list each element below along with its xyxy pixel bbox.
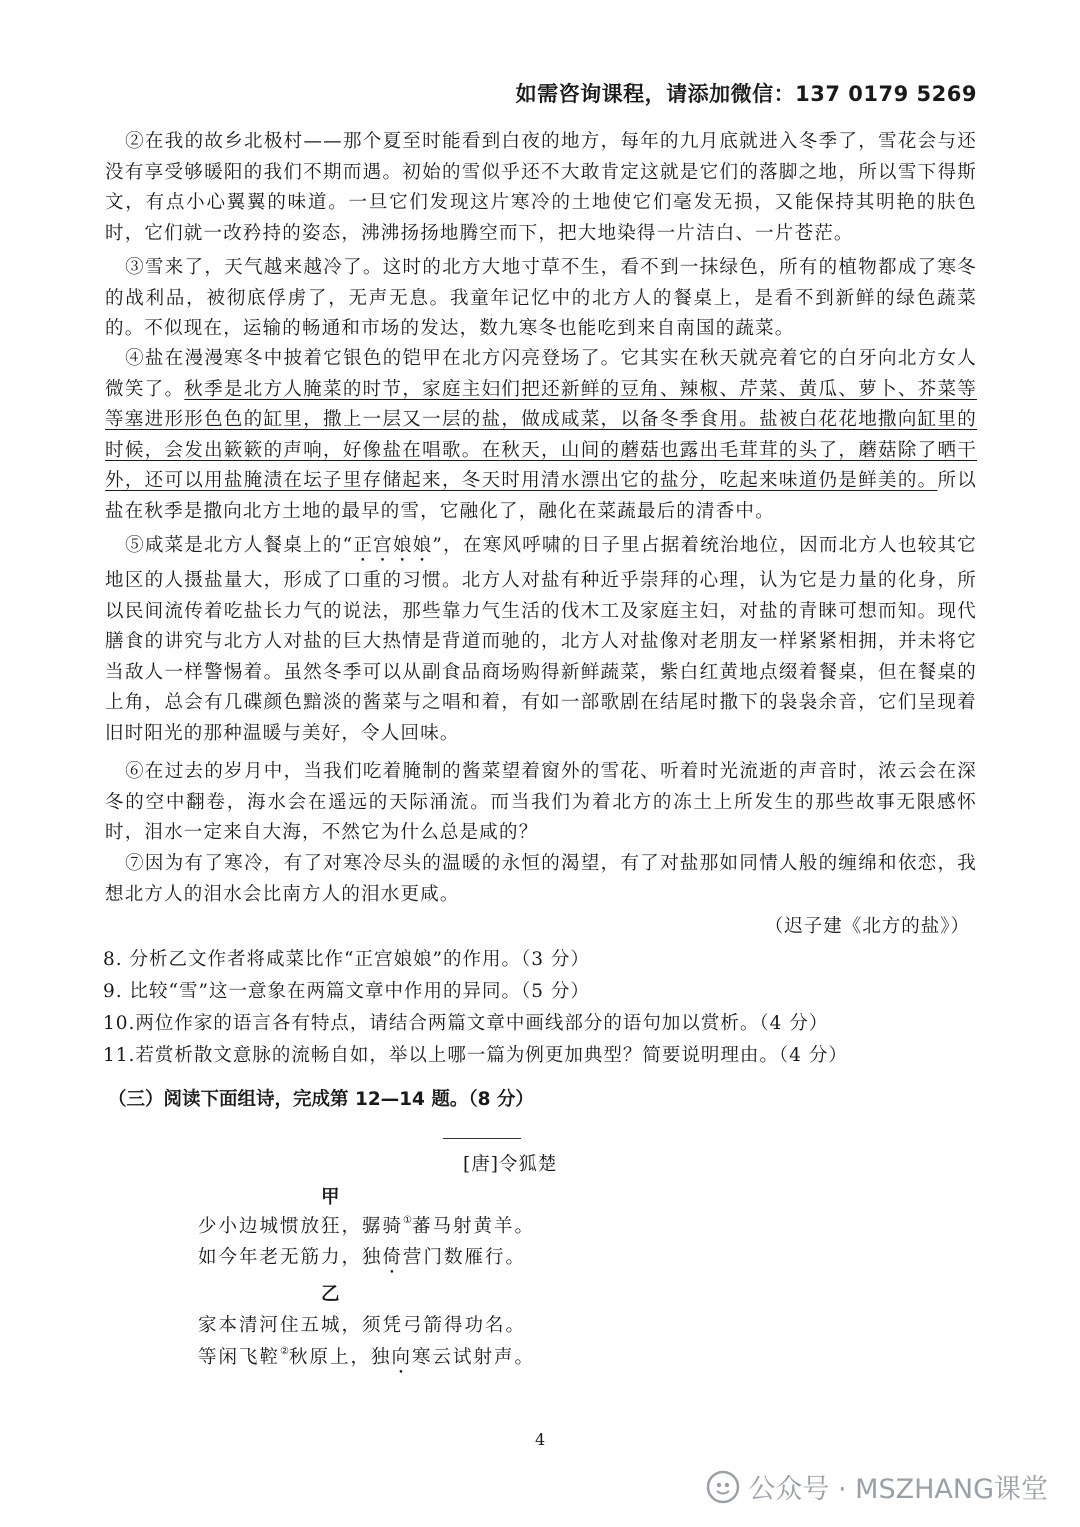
- paragraph-7: ⑦因为有了寒冷，有了对寒冷尽头的温暖的永恒的渴望，有了对盐那如同情人般的缠绵和依恋，我想北方人的泪水会比南方人的泪水更咸。: [105, 853, 977, 905]
- poem-2-line-1: 家本清河住五城，须凭弓箭得功名。: [198, 1315, 527, 1336]
- poem-author: [唐]令狐楚: [463, 1154, 558, 1175]
- question-9: 9. 比较“雪”这一意象在两篇文章中作用的异同。（5 分）: [103, 981, 590, 1002]
- poem-1-line-1: 少小边城惯放狂，骣骑①蕃马射黄羊。: [198, 1215, 535, 1237]
- question-10: 10.两位作家的语言各有特点，请结合两篇文章中画线部分的语句加以赏析。（4 分）: [103, 1013, 829, 1034]
- section-3-heading: （三）阅读下面组诗，完成第 12—14 题。（8 分）: [108, 1089, 534, 1110]
- paragraph-3: ③雪来了，天气越来越冷了。这时的北方大地寸草不生，看不到一抹绿色，所有的植物都成了寒冬的战利品，被彻底俘虏了，无声无息。我童年记忆中的北方人的餐桌上，是看不到新鲜的绿色蔬菜的。不似现在，运输的畅通和市场的发达，数九寒冬也能吃到来自南国的蔬菜。: [105, 257, 977, 339]
- watermark: [706, 1467, 1048, 1506]
- question-8: 8. 分析乙文作者将咸菜比作“正宫娘娘”的作用。（3 分）: [103, 949, 590, 970]
- watermark-text: 公众号 · MSZHANG课堂: [748, 1474, 1048, 1505]
- poem-1-line-2: 如今年老无筋力，独倚营门数雁行。: [198, 1247, 527, 1268]
- paragraph-2: ②在我的故乡北极村——那个夏至时能看到白夜的地方，每年的九月底就进入冬季了，雪花会与还没有享受够暖阳的我们不期而遇。初始的雪似乎还不大敢肯定这就是它们的落脚之地，所以雪下得斯文，有点小心翼翼的味道。一旦它们发现这片寒冷的土地使它们毫发无损，又能保持其明艳的肤色时，它们就一改矜持的姿态，沸沸扬扬地腾空而下，把大地染得一片洁白、一片苍茫。: [105, 131, 977, 244]
- title-blank-line: [443, 1138, 521, 1139]
- question-11: 11.若赏析散文意脉的流畅自如，举以上哪一篇为例更加典型？简要说明理由。（4 分）: [103, 1045, 848, 1066]
- underlined-passage: 秋季是北方人腌菜的时节，家庭主妇们把还新鲜的豆角、辣椒、芹菜、黄瓜、萝卜、芥菜等等塞进形形色色的缸里，撒上一层又一层的盐，做成咸菜，以备冬季食用。盐被白花花地撒向缸里的时候，会发出簌簌的声响，好像盐在唱歌。在秋天，山间的蘑菇也露出毛茸茸的头了，蘑菇除了晒干外，还可以用盐腌渍在坛子里存储起来，冬天时用清水漂出它的盐分，吃起来味道仍是鲜美的。: [105, 378, 977, 491]
- contact-header: 如需咨询课程，请添加微信：137 0179 5269: [515, 82, 977, 106]
- page-number: 4: [535, 1430, 546, 1449]
- emphasized-phrase: 正宫娘娘: [353, 535, 433, 556]
- poem-2-line-2: 等闲飞鞚②秋原上，独向寒云试射声。: [198, 1346, 536, 1368]
- paragraph-4: ④盐在漫漫寒冬中披着它银色的铠甲在北方闪亮登场了。它其实在秋天就亮着它的白牙向北方女人微笑了。秋季是北方人腌菜的时节，家庭主妇们把还新鲜的豆角、辣椒、芹菜、黄瓜、萝卜、芥菜等等塞进形形色色的缸里，撒上一层又一层的盐，做成咸菜，以备冬季食用。盐被白花花地撒向缸里的时候，会发出簌簌的声响，好像盐在唱歌。在秋天，山间的蘑菇也露出毛茸茸的头了，蘑菇除了晒干外，还可以用盐腌渍在坛子里存储起来，冬天时用清水漂出它的盐分，吃起来味道仍是鲜美的。所以盐在秋季是撒向北方土地的最早的雪，它融化了，融化在菜蔬最后的清香中。: [105, 348, 978, 522]
- article-source: （迟子建《北方的盐》）: [764, 916, 970, 937]
- paragraph-5: ⑤咸菜是北方人餐桌上的“正宫娘娘”，在寒风呼啸的日子里占据着统治地位，因而北方人也较其它地区的人摄盐量大，形成了口重的习惯。北方人对盐有种近乎崇拜的心理，认为它是力量的化身，所以民间流传着吃盐长力气的说法，那些靠力气生活的伐木工及家庭主妇，对盐的青睐可想而知。现代膳食的讲究与北方人对盐的巨大热情是背道而驰的，北方人对盐像对老朋友一样紧紧相拥，并未将它当敌人一样警惕着。虽然冬季可以从副食品商场购得新鲜蔬菜，紫白红黄地点缀着餐桌，但在餐桌的上角，总会有几碟颜色黯淡的酱菜与之唱和着，有如一部歌剧在结尾时撒下的袅袅余音，它们呈现着旧时阳光的那种温暖与美好，令人回味。: [105, 535, 977, 744]
- poem-part-1-label: 甲: [321, 1187, 340, 1208]
- wechat-official-account-icon: [706, 1470, 740, 1504]
- poem-part-2-label: 乙: [321, 1284, 340, 1305]
- paragraph-6: ⑥在过去的岁月中，当我们吃着腌制的酱菜望着窗外的雪花、听着时光流逝的声音时，浓云会在深冬的空中翻卷，海水会在遥远的天际涌流。而当我们为着北方的冻土上所发生的那些故事无限感怀时，泪水一定来自大海，不然它为什么总是咸的？: [105, 761, 977, 843]
